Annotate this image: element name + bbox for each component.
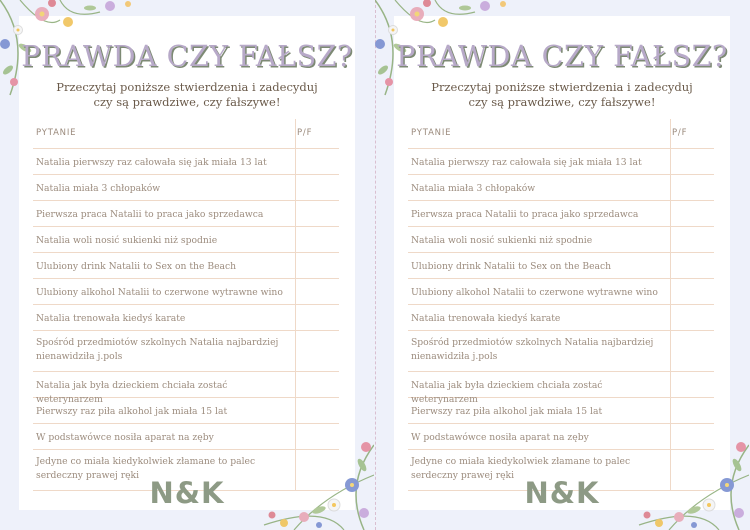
answer-cell[interactable] bbox=[671, 279, 714, 304]
table-row bbox=[408, 331, 714, 372]
question-text: Spośród przedmiotów szkolnych Natalia najbardziej nienawidziła j.pols bbox=[411, 337, 654, 362]
question-text: Natalia trenowała kiedyś karate bbox=[36, 313, 186, 324]
instructions-line-1: Przeczytaj poniższe stwierdzenia i zadecyduj bbox=[431, 80, 693, 94]
table-row bbox=[408, 149, 714, 175]
question-text: Natalia jak była dzieckiem chciała zostać weterynarzem bbox=[411, 380, 603, 405]
instructions-line-2: czy są prawdziwe, czy fałszywe! bbox=[468, 95, 656, 109]
question-text: Ulubiony alkohol Natalii to czerwone wytrawne wino bbox=[36, 287, 283, 298]
answer-cell[interactable] bbox=[296, 305, 339, 330]
question-text: Natalia woli nosić sukienki niż spodnie bbox=[411, 235, 593, 246]
table-body bbox=[408, 149, 714, 491]
question-text: Pierwszy raz piła alkohol jak miała 15 lat bbox=[36, 406, 228, 417]
answer-cell[interactable] bbox=[296, 279, 339, 304]
instructions-line-2: czy są prawdziwe, czy fałszywe! bbox=[93, 95, 281, 109]
table-header bbox=[408, 119, 714, 149]
answer-cell[interactable] bbox=[296, 227, 339, 252]
question-text: Ulubiony drink Natalii to Sex on the Beach bbox=[36, 261, 237, 272]
table-row bbox=[33, 279, 339, 305]
table-row bbox=[33, 149, 339, 175]
answer-cell[interactable] bbox=[296, 253, 339, 278]
answer-cell[interactable] bbox=[296, 424, 339, 449]
table-row bbox=[33, 305, 339, 331]
question-text: Ulubiony drink Natalii to Sex on the Beach bbox=[411, 261, 612, 272]
answer-cell[interactable] bbox=[296, 398, 339, 423]
answer-cell[interactable] bbox=[671, 331, 714, 371]
quiz-card-left bbox=[19, 16, 355, 510]
answer-cell[interactable] bbox=[671, 227, 714, 252]
answer-cell[interactable] bbox=[296, 331, 339, 371]
table-row bbox=[33, 398, 339, 424]
quiz-card-right bbox=[394, 16, 730, 510]
question-text: Natalia trenowała kiedyś karate bbox=[411, 313, 561, 324]
question-text: W podstawówce nosiła aparat na zęby bbox=[36, 432, 214, 443]
table-row bbox=[408, 398, 714, 424]
question-text: Natalia jak była dzieckiem chciała zostać weterynarzem bbox=[36, 380, 228, 405]
table-row bbox=[408, 372, 714, 405]
table-row bbox=[408, 201, 714, 227]
question-text: Natalia woli nosić sukienki niż spodnie bbox=[36, 235, 218, 246]
quiz-table bbox=[408, 119, 714, 491]
table-header bbox=[33, 119, 339, 149]
question-text: Spośród przedmiotów szkolnych Natalia najbardziej nienawidziła j.pols bbox=[36, 337, 279, 362]
table-row bbox=[33, 175, 339, 201]
answer-cell[interactable] bbox=[671, 398, 714, 423]
column-header-question: PYTANIE bbox=[411, 128, 452, 138]
quiz-table bbox=[33, 119, 339, 491]
question-text: Jedyne co miała kiedykolwiek złamane to palec serdeczny prawej ręki bbox=[411, 456, 631, 481]
question-text: Natalia pierwszy raz całowała się jak miała 13 lat bbox=[36, 157, 267, 168]
table-row bbox=[408, 279, 714, 305]
answer-cell[interactable] bbox=[671, 372, 714, 397]
page-title: PRAWDA CZY FAŁSZ? bbox=[396, 40, 728, 73]
question-text: W podstawówce nosiła aparat na zęby bbox=[411, 432, 589, 443]
table-row bbox=[408, 305, 714, 331]
table-row bbox=[33, 424, 339, 450]
answer-cell[interactable] bbox=[296, 149, 339, 174]
question-text: Ulubiony alkohol Natalii to czerwone wytrawne wino bbox=[411, 287, 658, 298]
table-row bbox=[33, 253, 339, 279]
answer-cell[interactable] bbox=[671, 305, 714, 330]
instructions bbox=[19, 80, 355, 110]
page-title: PRAWDA CZY FAŁSZ? bbox=[21, 40, 353, 73]
answer-cell[interactable] bbox=[671, 175, 714, 200]
table-body bbox=[33, 149, 339, 491]
table-row bbox=[33, 331, 339, 372]
table-row bbox=[408, 253, 714, 279]
question-text: Pierwsza praca Natalii to praca jako sprzedawca bbox=[36, 209, 264, 220]
question-text: Jedyne co miała kiedykolwiek złamane to palec serdeczny prawej ręki bbox=[36, 456, 256, 481]
table-row bbox=[33, 372, 339, 405]
table-row bbox=[408, 175, 714, 201]
question-text: Natalia miała 3 chłopaków bbox=[36, 183, 161, 194]
monogram: N&K bbox=[149, 476, 225, 510]
answer-cell[interactable] bbox=[671, 424, 714, 449]
instructions-line-1: Przeczytaj poniższe stwierdzenia i zadecyduj bbox=[56, 80, 318, 94]
table-row bbox=[408, 227, 714, 253]
answer-cell[interactable] bbox=[671, 149, 714, 174]
answer-cell[interactable] bbox=[671, 253, 714, 278]
answer-cell[interactable] bbox=[296, 175, 339, 200]
column-header-answer: P/F bbox=[297, 128, 313, 138]
table-row bbox=[408, 424, 714, 450]
question-text: Pierwszy raz piła alkohol jak miała 15 lat bbox=[411, 406, 603, 417]
question-text: Natalia pierwszy raz całowała się jak miała 13 lat bbox=[411, 157, 642, 168]
column-header-question: PYTANIE bbox=[36, 128, 77, 138]
instructions bbox=[394, 80, 730, 110]
table-row bbox=[33, 201, 339, 227]
question-text: Natalia miała 3 chłopaków bbox=[411, 183, 536, 194]
answer-cell[interactable] bbox=[296, 372, 339, 397]
question-text: Pierwsza praca Natalii to praca jako sprzedawca bbox=[411, 209, 639, 220]
answer-cell[interactable] bbox=[296, 201, 339, 226]
monogram: N&K bbox=[524, 476, 600, 510]
table-row bbox=[33, 227, 339, 253]
column-header-answer: P/F bbox=[672, 128, 688, 138]
answer-cell[interactable] bbox=[671, 201, 714, 226]
